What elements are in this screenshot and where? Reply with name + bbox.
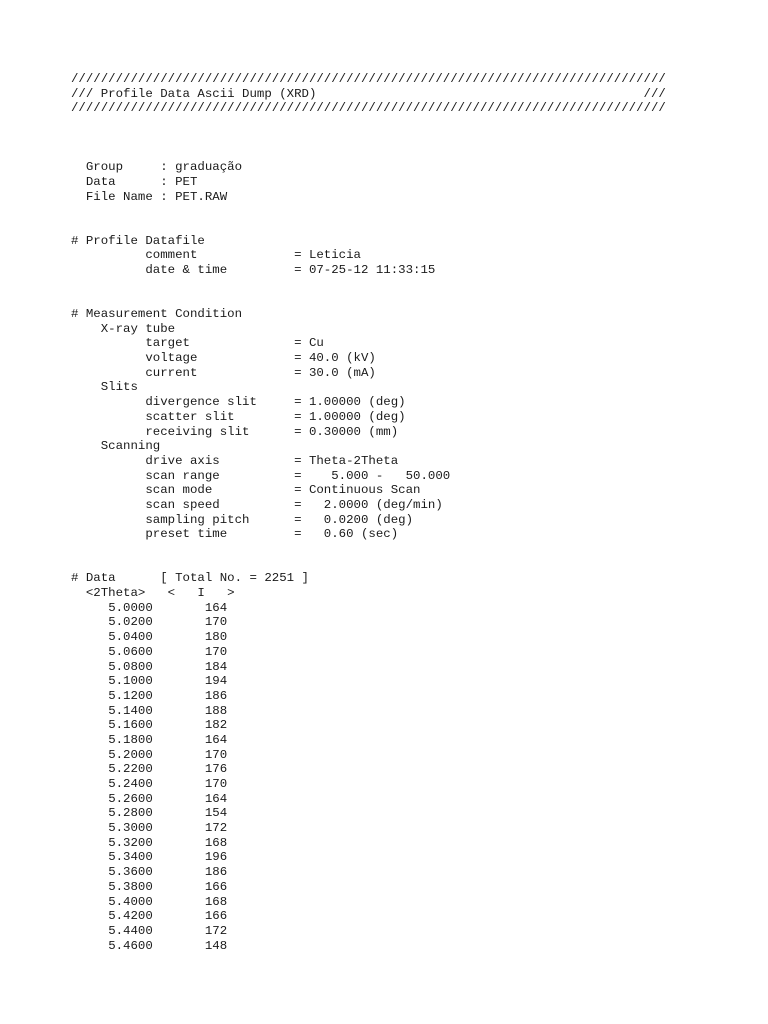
two-theta-value: 5.3400	[108, 850, 153, 865]
data-row	[71, 880, 751, 895]
two-theta-value: 5.2400	[108, 777, 153, 791]
two-theta-value: 5.2600	[108, 791, 153, 806]
intensity-value: 168	[204, 894, 228, 909]
header-title: /// Profile Data Ascii Dump (XRD) ///	[71, 86, 666, 101]
data-row	[71, 836, 751, 851]
intensity-value: 196	[204, 850, 228, 865]
data-row	[71, 865, 751, 880]
two-theta-value: 5.2800	[108, 806, 153, 821]
intensity-value: 170	[204, 644, 228, 659]
data-row	[71, 748, 751, 763]
scatter-slit-line: scatter slit = 1.00000 (deg)	[71, 409, 406, 424]
intensity-value: 184	[204, 659, 228, 674]
two-theta-value: 5.1400	[108, 703, 153, 718]
data-line: Data : PET	[71, 174, 198, 189]
comment-line: comment = Leticia	[71, 248, 361, 263]
current-line: current = 30.0 (mA)	[71, 365, 376, 380]
xray-tube-label: X-ray tube	[71, 321, 176, 336]
intensity-value: 188	[204, 703, 228, 718]
data-rows	[71, 601, 751, 954]
data-row	[71, 733, 751, 748]
two-theta-value: 5.3000	[108, 821, 153, 836]
data-row	[71, 674, 751, 689]
data-row	[71, 718, 751, 733]
two-theta-value: 5.0000	[108, 600, 153, 615]
intensity-value: 186	[204, 688, 228, 703]
intensity-value: 180	[204, 630, 228, 645]
intensity-value: 166	[204, 909, 228, 924]
date-time-line: date & time = 07-25-12 11:33:15	[71, 262, 436, 277]
drive-axis-line: drive axis = Theta-2Theta	[71, 453, 399, 468]
two-theta-value: 5.3200	[108, 835, 153, 850]
data-row	[71, 762, 751, 777]
data-row	[71, 601, 751, 616]
data-row	[71, 645, 751, 660]
data-row	[71, 660, 751, 675]
two-theta-value: 5.4000	[108, 894, 153, 909]
data-row	[71, 704, 751, 719]
file-name-line: File Name : PET.RAW	[71, 189, 228, 204]
data-row	[71, 850, 751, 865]
scan-speed-line: scan speed = 2.0000 (deg/min)	[71, 497, 443, 512]
data-row	[71, 909, 751, 924]
intensity-value: 148	[204, 938, 228, 953]
intensity-value: 172	[204, 821, 228, 836]
intensity-value: 170	[204, 615, 228, 630]
intensity-value: 164	[204, 791, 228, 806]
two-theta-value: 5.4200	[108, 909, 153, 924]
data-row	[71, 821, 751, 836]
data-row	[71, 777, 751, 792]
data-heading: # Data [ Total No. = 2251 ]	[71, 571, 309, 586]
two-theta-value: 5.0400	[108, 630, 153, 645]
intensity-value: 194	[204, 674, 228, 689]
intensity-value: 166	[204, 879, 228, 894]
two-theta-value: 5.2200	[108, 762, 153, 777]
sampling-pitch-line: sampling pitch = 0.0200 (deg)	[71, 512, 414, 527]
target-line: target = Cu	[71, 336, 324, 351]
two-theta-value: 5.0800	[108, 659, 153, 674]
two-theta-value: 5.1200	[108, 688, 153, 703]
group-line: Group : graduação	[71, 160, 243, 175]
scanning-label: Scanning	[71, 439, 161, 454]
voltage-line: voltage = 40.0 (kV)	[71, 351, 376, 366]
data-row	[71, 939, 751, 954]
two-theta-value: 5.1800	[108, 732, 153, 747]
intensity-value: 154	[204, 806, 228, 821]
intensity-value: 182	[204, 718, 228, 733]
two-theta-value: 5.2000	[108, 747, 153, 762]
two-theta-value: 5.0200	[108, 615, 153, 630]
intensity-value: 172	[204, 923, 228, 938]
data-row	[71, 630, 751, 645]
profile-datafile-heading: # Profile Datafile	[71, 233, 205, 248]
header-rule-top: ////////////////////////////////////////////////////////////////////////////////	[71, 72, 666, 86]
divergence-slit-line: divergence slit = 1.00000 (deg)	[71, 395, 406, 410]
intensity-value: 170	[204, 747, 228, 762]
intensity-value: 168	[204, 835, 228, 850]
two-theta-value: 5.1600	[108, 718, 153, 733]
data-row	[71, 689, 751, 704]
data-row	[71, 895, 751, 910]
scan-range-line: scan range = 5.000 - 50.000	[71, 468, 451, 483]
header-rule-bottom: ////////////////////////////////////////////////////////////////////////////////	[71, 101, 666, 116]
two-theta-value: 5.0600	[108, 644, 153, 659]
preset-time-line: preset time = 0.60 (sec)	[71, 527, 399, 542]
two-theta-value: 5.3600	[108, 865, 153, 880]
two-theta-value: 5.4400	[108, 923, 153, 938]
two-theta-value: 5.3800	[108, 879, 153, 894]
intensity-value: 170	[204, 777, 228, 791]
measurement-condition-heading: # Measurement Condition	[71, 307, 243, 321]
scan-mode-line: scan mode = Continuous Scan	[71, 483, 421, 498]
two-theta-value: 5.4600	[108, 938, 153, 953]
two-theta-value: 5.1000	[108, 674, 153, 689]
data-row	[71, 615, 751, 630]
data-column-headers: <2Theta> < I >	[71, 586, 235, 601]
ascii-dump-document	[71, 72, 751, 953]
data-row	[71, 792, 751, 807]
intensity-value: 186	[204, 865, 228, 880]
receiving-slit-line: receiving slit = 0.30000 (mm)	[71, 424, 399, 439]
intensity-value: 176	[204, 762, 228, 777]
data-row	[71, 806, 751, 821]
slits-label: Slits	[71, 380, 138, 395]
intensity-value: 164	[204, 600, 228, 615]
intensity-value: 164	[204, 732, 228, 747]
data-row	[71, 924, 751, 939]
